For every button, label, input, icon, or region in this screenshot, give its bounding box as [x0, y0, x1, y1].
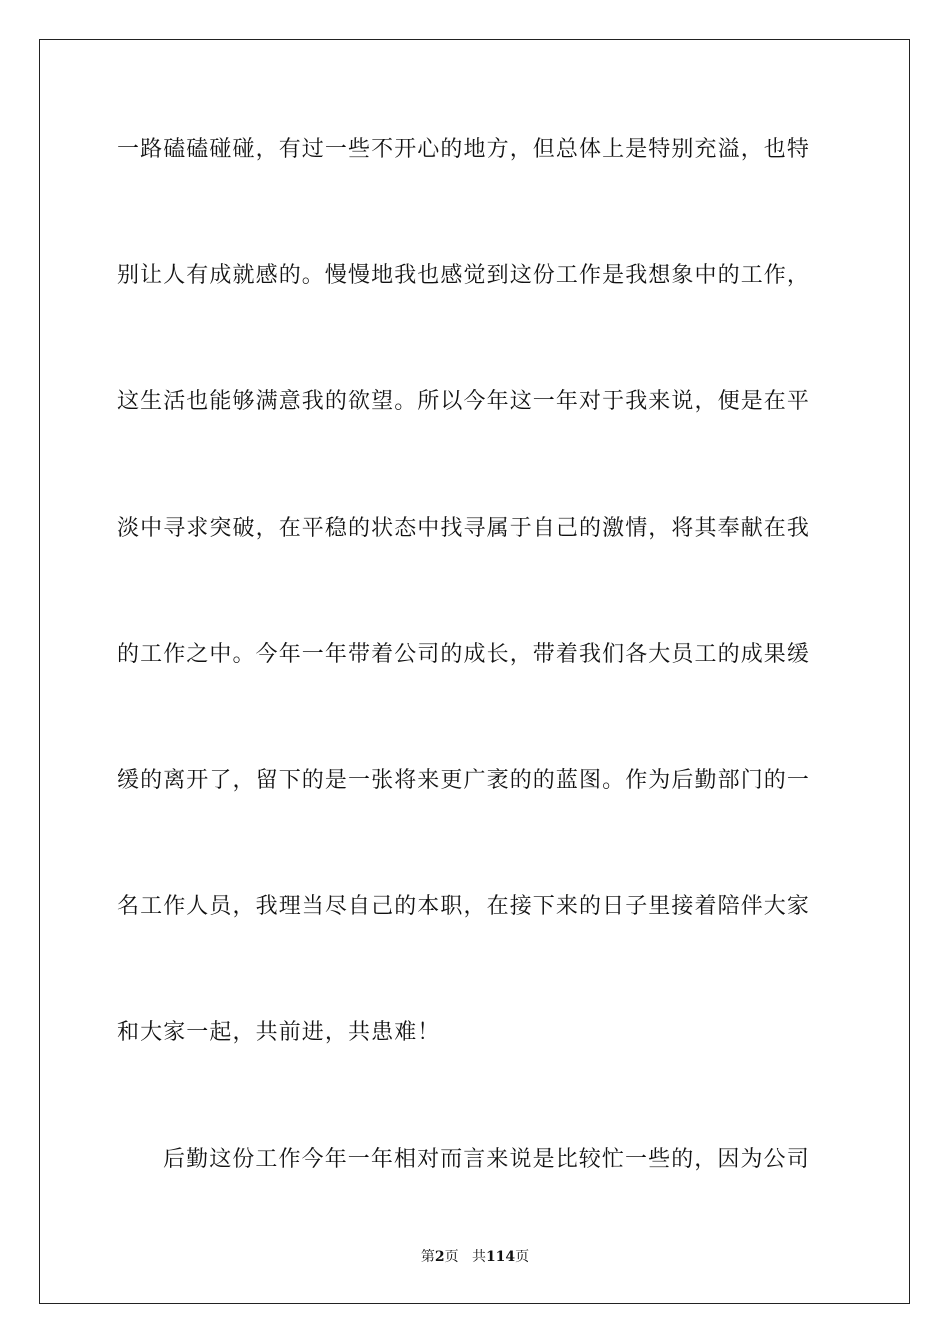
- text-line: 名工作人员，我理当尽自己的本职，在接下来的日子里接着陪伴大家: [117, 894, 811, 920]
- text-line: 这生活也能够满意我的欲望。所以今年这一年对于我来说，便是在平: [117, 389, 811, 415]
- total-suffix: 页: [515, 1249, 530, 1265]
- body-text: [117, 126, 833, 1262]
- total-pages: 114: [485, 1249, 516, 1265]
- page-suffix: 页: [444, 1249, 459, 1265]
- text-line: 别让人有成就感的。慢慢地我也感觉到这份工作是我想象中的工作，: [117, 263, 811, 289]
- page-footer: [0, 1246, 950, 1266]
- text-line: 缓的离开了，留下的是一张将来更广袤的的蓝图。作为后勤部门的一: [117, 767, 811, 793]
- text-line: 淡中寻求突破，在平稳的状态中找寻属于自己的激情，将其奉献在我: [117, 515, 811, 541]
- text-line: 一路磕磕碰碰，有过一些不开心的地方，但总体上是特别充溢，也特: [117, 137, 811, 162]
- total-prefix: 共: [471, 1249, 486, 1265]
- text-line: 和大家一起，共前进，共患难！: [117, 1020, 441, 1046]
- page-number: 2: [434, 1249, 445, 1265]
- text-line-indented: 后勤这份工作今年一年相对而言来说是比较忙一些的，因为公司: [163, 1146, 810, 1172]
- text-line: 的工作之中。今年一年带着公司的成长，带着我们各大员工的成果缓: [117, 641, 811, 667]
- page-prefix: 第: [420, 1249, 435, 1265]
